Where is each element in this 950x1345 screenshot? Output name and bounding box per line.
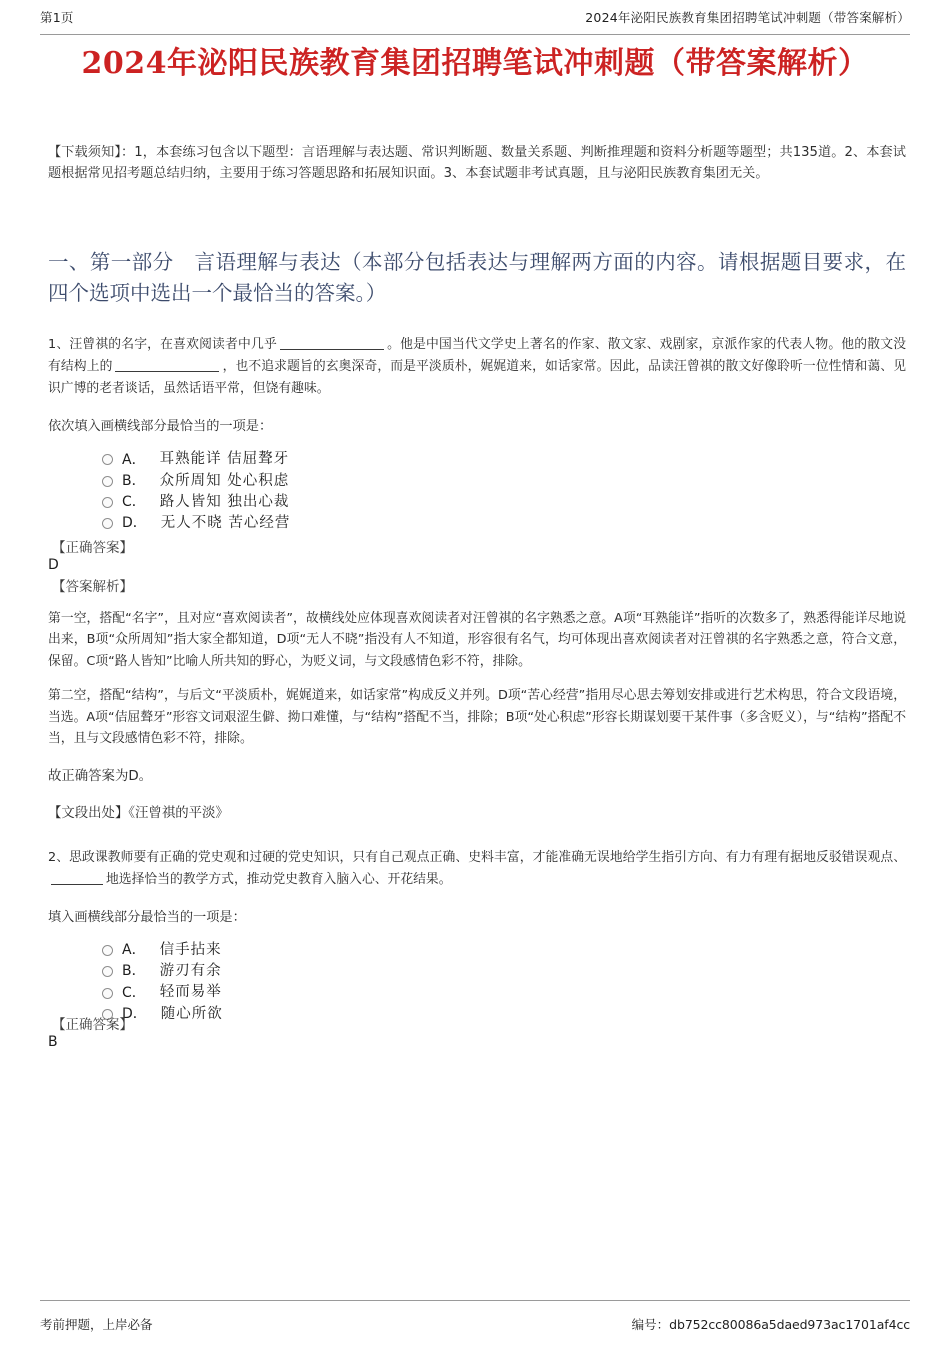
question-stem <box>48 847 906 891</box>
option-a[interactable] <box>48 940 906 961</box>
section-heading: 一、第一部分 言语理解与表达（本部分包括表达与理解两方面的内容。请根据题目要求，在四个选项中选出一个最恰当的答案。） <box>48 249 906 305</box>
radio-button-icon[interactable] <box>102 454 113 465</box>
question-stem <box>48 334 906 400</box>
option-c[interactable] <box>48 982 906 1003</box>
passage-source: 【文段出处】《汪曾祺的平淡》 <box>48 806 229 822</box>
question-prompt: 填入画横线部分最恰当的一项是： <box>48 909 246 925</box>
option-list <box>48 449 906 534</box>
analysis-paragraph-2: 第二空，搭配“结构”，与后文“平淡质朴，娓娓道来，如话家常”构成反义并列。D项“苦心经营”指用尽心思去筹划安排或进行艺术构思，符合文段语境，当选。A项“佶屈聱牙”形容文词艰涩生僻、拗口难懂，与“结构”搭配不当，排除；B项“处心积虑”形容长期谋划要干某件事（多含贬义），与“结构”搭配不当，且与文段感情色彩不符，排除。 <box>48 687 906 747</box>
footer-slogan: 考前押题，上岸必备 <box>40 1317 153 1332</box>
radio-button-icon[interactable] <box>102 945 113 956</box>
option-letter: C． <box>122 984 146 1001</box>
answer-analysis-label: 【答案解析】 <box>52 578 133 595</box>
option-letter: C． <box>122 494 146 511</box>
option-letter: B． <box>122 963 146 980</box>
option-text: 众所周知 处心积虑 <box>159 472 290 489</box>
option-text: 游刃有余 <box>159 963 222 980</box>
question-stem-part-1: 汪曾祺的名字，在喜欢阅读者中几乎 <box>69 337 277 353</box>
option-b[interactable] <box>48 961 906 982</box>
correct-answer-label: 【正确答案】 <box>52 1016 133 1033</box>
radio-button-icon[interactable] <box>102 966 113 977</box>
option-text: 无人不晓 苦心经营 <box>160 515 291 532</box>
option-text: 信手拈来 <box>159 942 222 958</box>
question-stem-part-2: 。他是中国当代文学史上著名的作家、散文家、戏剧家，京派作家的代表人物。他的散文没有结构上的 <box>48 337 906 375</box>
question-stem-part-1: 思政课教师要有正确的党史观和过硬的党史知识，只有自己观点正确、史料丰富，才能准确无误地给学生指引方向、有力有理有据地反驳错误观点、 <box>69 849 906 865</box>
option-text: 耳熟能详 佶屈聱牙 <box>159 451 290 468</box>
question-prompt: 依次填入画横线部分最恰当的一项是： <box>48 419 273 435</box>
radio-button-icon[interactable] <box>102 518 113 529</box>
option-c[interactable] <box>48 492 906 513</box>
analysis-paragraph-1: 第一空，搭配“名字”，且对应“喜欢阅读者”，故横线处应体现喜欢阅读者对汪曾祺的名字熟悉之意。A项“耳熟能详”指听的次数多了，熟悉得能详尽地说出来，B项“众所周知”指大家全都知道，D项“无人不晓”指没有人不知道，形容很有名气，均可体现出喜欢阅读者对汪曾祺的名字熟悉之意，符合文意，保留。C项“路人皆知”比喻人所共知的野心，为贬义词，与文段感情色彩不符，排除。 <box>48 610 906 669</box>
header-doc-title: 2024年泌阳民族教育集团招聘笔试冲刺题（带答案解析） <box>585 10 910 25</box>
correct-answer-value: B <box>48 1033 58 1050</box>
option-list <box>48 940 906 1025</box>
correct-answer-value: D <box>48 557 59 574</box>
option-letter: A． <box>122 942 146 959</box>
option-text: 轻而易举 <box>159 984 222 1001</box>
download-notice: 【下载须知】：1，本套练习包含以下题型：言语理解与表达题、常识判断题、数量关系题、判断推理题和资料分析题等题型；共135道。2、本套试题根据常见招考题总结归纳，主要用于练习答题思路和拓展知识面。3、本套试题非考试真题，且与泌阳民族教育集团无关。 <box>48 145 906 182</box>
option-d[interactable] <box>48 513 906 534</box>
question-stem-part-3: ，也不追求题旨的玄奥深奇，而是平淡质朴，娓娓道来，如话家常。因此，品读汪曾祺的散文好像聆听一位性情和蔼、见识广博的老者谈话，虽然话语平常，但饶有趣味。 <box>48 359 907 397</box>
question-number: 2、 <box>48 849 70 865</box>
page-number-label: 第1页 <box>40 10 74 25</box>
question-number: 1、 <box>48 337 70 353</box>
option-text: 路人皆知 独出心裁 <box>159 493 290 510</box>
option-letter: D． <box>122 1005 147 1022</box>
correct-answer-label: 【正确答案】 <box>52 540 133 557</box>
option-text: 随心所欲 <box>160 1005 223 1022</box>
footer-code-label: 编号： <box>631 1317 670 1332</box>
option-b[interactable] <box>48 471 906 492</box>
option-letter: D． <box>122 515 147 532</box>
question-block <box>48 847 906 1051</box>
question-stem-part-2: 地选择恰当的教学方式，推动党史教育入脑入心、开花结果。 <box>106 871 452 887</box>
footer-code <box>632 1315 910 1333</box>
analysis-conclusion: 故正确答案为D。 <box>48 769 153 784</box>
running-header <box>40 8 910 35</box>
running-footer <box>40 1300 910 1333</box>
footer-code-value: db752cc80086a5daed973ac1701af4cc <box>669 1317 910 1332</box>
question-block <box>48 334 906 825</box>
radio-button-icon[interactable] <box>102 476 113 487</box>
radio-button-icon[interactable] <box>102 988 113 999</box>
fill-blank <box>51 872 103 885</box>
radio-button-icon[interactable] <box>102 497 113 508</box>
page-title: 2024年泌阳民族教育集团招聘笔试冲刺题（带答案解析） <box>81 46 869 81</box>
fill-blank <box>115 359 219 372</box>
option-a[interactable] <box>48 449 906 470</box>
fill-blank <box>280 337 384 350</box>
option-letter: B． <box>122 472 146 489</box>
option-letter: A． <box>122 451 146 468</box>
document-body <box>48 142 906 1055</box>
